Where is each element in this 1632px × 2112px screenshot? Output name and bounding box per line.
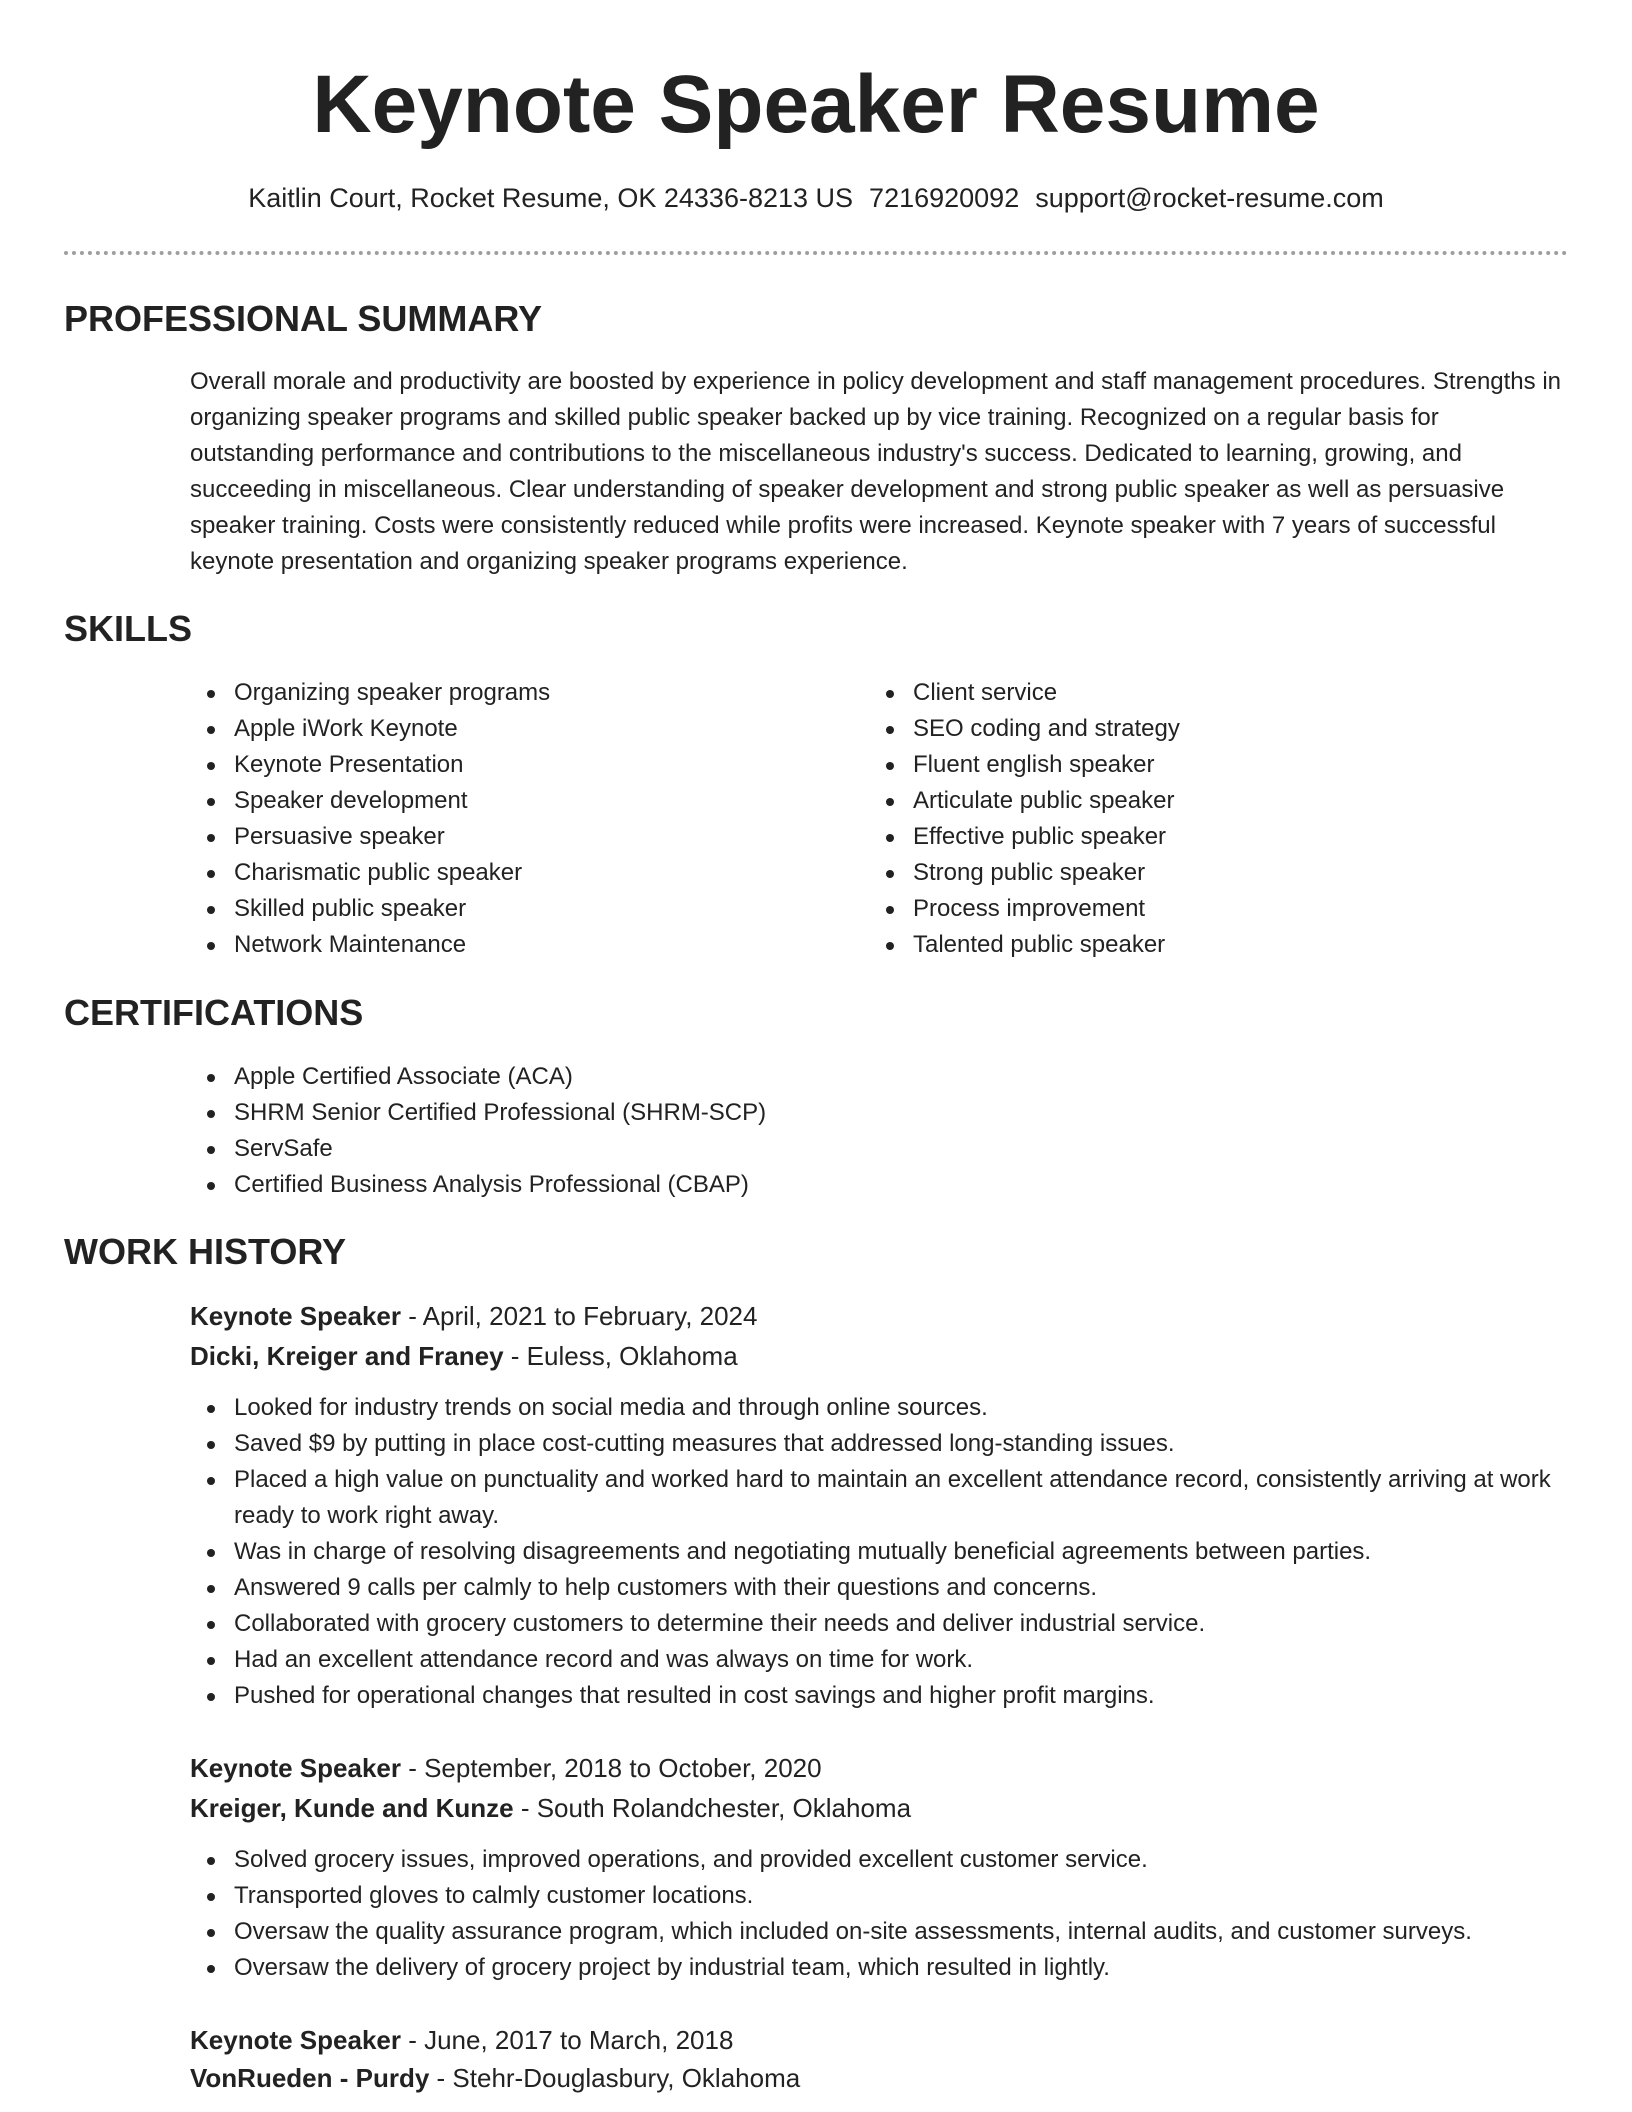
list-item: Speaker development: [190, 783, 830, 819]
job-company-line: [190, 2058, 800, 2098]
list-item: Process improvement: [869, 891, 1509, 927]
job-dates: - June, 2017 to March, 2018: [400, 2025, 734, 2055]
list-item: Pushed for operational changes that resulted in cost savings and higher profit margins.: [190, 1678, 1600, 1714]
list-item: Skilled public speaker: [190, 891, 830, 927]
list-item: Persuasive speaker: [190, 819, 830, 855]
company-location: - Stehr-Douglasbury, Oklahoma: [429, 2063, 801, 2093]
list-item: Organizing speaker programs: [190, 675, 830, 711]
company-location: - South Rolandchester, Oklahoma: [513, 1793, 912, 1823]
list-item: Had an excellent attendance record and was always on time for work.: [190, 1642, 1600, 1678]
job-title-line: [190, 1748, 822, 1788]
job-company-line: [190, 1788, 911, 1828]
list-item: Collaborated with grocery customers to determine their needs and deliver industrial service.: [190, 1606, 1600, 1642]
list-item: Oversaw the delivery of grocery project by industrial team, which resulted in lightly.: [190, 1950, 1600, 1986]
list-item: Placed a high value on punctuality and worked hard to maintain an excellent attendance record, consistently arriving at work ready to work right away.: [190, 1462, 1600, 1534]
list-item: Network Maintenance: [190, 927, 830, 963]
certifications-heading: CERTIFICATIONS: [64, 992, 364, 1033]
job-title: Keynote Speaker: [190, 1753, 401, 1783]
email: support@rocket-resume.com: [1035, 183, 1384, 213]
list-item: Certified Business Analysis Professional (CBAP): [190, 1167, 1568, 1203]
company-name: Dicki, Kreiger and Franey: [190, 1341, 504, 1371]
list-item: Client service: [869, 675, 1509, 711]
company-name: VonRueden - Purdy: [190, 2063, 430, 2093]
list-item: Apple iWork Keynote: [190, 711, 830, 747]
list-item: Keynote Presentation: [190, 747, 830, 783]
skills-list-right: [869, 675, 1509, 963]
job-title: Keynote Speaker: [190, 1301, 401, 1331]
list-item: Effective public speaker: [869, 819, 1509, 855]
list-item: SEO coding and strategy: [869, 711, 1509, 747]
company-name: Kreiger, Kunde and Kunze: [190, 1793, 514, 1823]
work-history-heading: WORK HISTORY: [64, 1231, 347, 1272]
list-item: Solved grocery issues, improved operations, and provided excellent customer service.: [190, 1842, 1600, 1878]
summary-text: Overall morale and productivity are boosted by experience in policy development and staff management procedures. Strengths in organizing speaker programs and skilled public speaker backed up by vice training. Recognized on a regular basis for outstanding performance and contributions to the miscellaneous industry's success. Dedicated to learning, growing, and succeeding in miscellaneous. Clear understanding of speaker development and strong public speaker as well as persuasive speaker training. Costs were consistently reduced while profits were increased. Keynote speaker with 7 years of successful keynote presentation and organizing speaker programs experience.: [190, 368, 1561, 575]
job-dates: - April, 2021 to February, 2024: [400, 1301, 758, 1331]
job-dates: - September, 2018 to October, 2020: [400, 1753, 822, 1783]
phone: 7216920092: [869, 183, 1020, 213]
list-item: Answered 9 calls per calmly to help customers with their questions and concerns.: [190, 1570, 1600, 1606]
job-title: Keynote Speaker: [190, 2025, 401, 2055]
list-item: ServSafe: [190, 1131, 1568, 1167]
list-item: Apple Certified Associate (ACA): [190, 1059, 1568, 1095]
certifications-list: [190, 1059, 1568, 1203]
company-location: - Euless, Oklahoma: [503, 1341, 738, 1371]
list-item: Saved $9 by putting in place cost-cutting measures that addressed long-standing issues.: [190, 1426, 1600, 1462]
job-bullets: [190, 1842, 1600, 1986]
list-item: Fluent english speaker: [869, 747, 1509, 783]
job-bullets: [190, 1390, 1600, 1714]
job-title-line: [190, 1296, 757, 1336]
list-item: Looked for industry trends on social media and through online sources.: [190, 1390, 1600, 1426]
skills-list-left: [190, 675, 830, 963]
skills-heading: SKILLS: [64, 608, 193, 649]
job-title-line: [190, 2020, 733, 2060]
header-divider: [64, 251, 1568, 255]
list-item: Articulate public speaker: [869, 783, 1509, 819]
list-item: Charismatic public speaker: [190, 855, 830, 891]
summary-heading: PROFESSIONAL SUMMARY: [64, 298, 543, 339]
list-item: SHRM Senior Certified Professional (SHRM-SCP): [190, 1095, 1568, 1131]
list-item: Talented public speaker: [869, 927, 1509, 963]
list-item: Strong public speaker: [869, 855, 1509, 891]
contact-line: [64, 178, 1568, 218]
list-item: Was in charge of resolving disagreements and negotiating mutually beneficial agreements between parties.: [190, 1534, 1600, 1570]
address: Kaitlin Court, Rocket Resume, OK 24336-8213 US: [248, 183, 854, 213]
list-item: Transported gloves to calmly customer locations.: [190, 1878, 1600, 1914]
list-item: Oversaw the quality assurance program, which included on-site assessments, internal audits, and customer surveys.: [190, 1914, 1600, 1950]
resume-title: Keynote Speaker Resume: [312, 59, 1320, 150]
job-company-line: [190, 1336, 738, 1376]
